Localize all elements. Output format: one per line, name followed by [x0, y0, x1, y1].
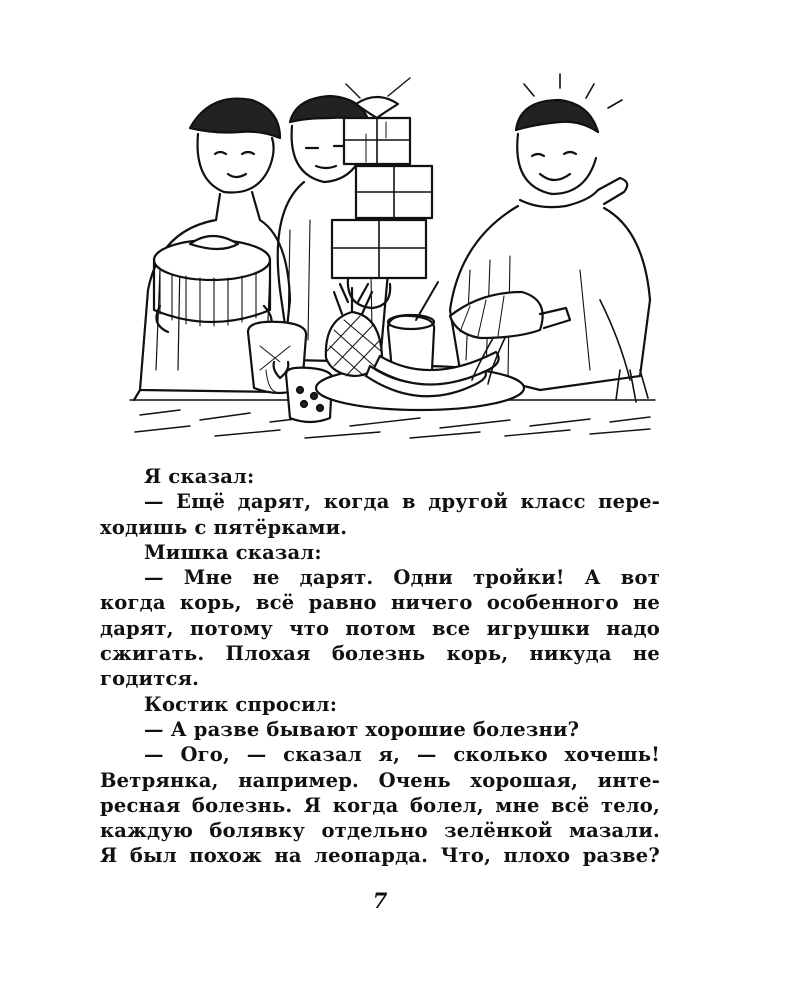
text-line: Костик спросил: — [144, 692, 338, 716]
text-line: Я был похож на леопарда. Что, плохо разве? — [100, 844, 660, 868]
text-line: — Мне не дарят. Одни тройки! А вот — [144, 566, 660, 590]
text-line: ходишь с пятёрками. — [100, 515, 348, 539]
text-line: — А разве бывают хорошие болезни? — [144, 717, 580, 741]
text-line: годится. — [100, 667, 200, 691]
text-line: Ветрянка, например. Очень хорошая, инте- — [100, 768, 660, 792]
text-line: дарят, потому что потом все игрушки надо — [100, 616, 660, 640]
text-line: когда корь, всё равно ничего особенного не — [100, 591, 660, 615]
text-line: — Ого, — сказал я, — сколько хочешь! — [144, 743, 660, 767]
text-line: — Ещё дарят, когда в другой класс пере- — [144, 490, 660, 514]
right-boy-figure — [450, 74, 650, 402]
text-line: ресная болезнь. Я когда болел, мне всё тело, — [100, 793, 660, 817]
table-food — [248, 282, 570, 422]
story-text — [100, 464, 660, 869]
text-line: Мишка сказал: — [144, 540, 322, 564]
text-line: каждую болявку отдельно зелёнкой мазали. — [100, 819, 660, 843]
text-line: сжигать. Плохая болезнь корь, никуда не — [100, 642, 660, 666]
text-line: Я сказал: — [144, 465, 255, 488]
children-with-gifts-illustration — [120, 70, 660, 442]
page-number: 7 — [372, 888, 388, 913]
